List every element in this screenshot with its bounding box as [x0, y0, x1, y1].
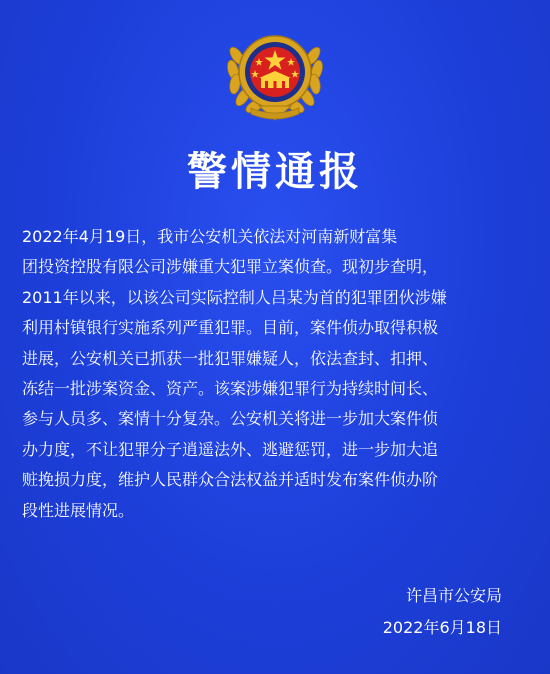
notice-body-line: 进展，公安机关已抓获一批犯罪嫌疑人，依法查封、扣押、: [22, 348, 439, 368]
notice-body-line: 参与人员多、案情十分复杂。公安机关将进一步加大案件侦: [22, 409, 439, 429]
issue-date: 2022年6月18日: [382, 618, 502, 637]
notice-title: 警情通报: [187, 149, 363, 195]
notice-body-line: 段性进展情况。: [22, 500, 135, 520]
notice-body-line: 赃挽损力度，维护人民群众合法权益并适时发布案件侦办阶: [22, 470, 439, 490]
notice-body: [22, 222, 528, 526]
notice-body-line: 2011年以来，以该公司实际控制人吕某为首的犯罪团伙涉嫌: [22, 287, 447, 307]
notice-body-line: 团投资控股有限公司涉嫌重大犯罪立案侦查。现初步查明，: [22, 257, 439, 277]
notice-body-line: 2022年4月19日，我市公安机关依法对河南新财富集: [22, 227, 398, 246]
notice-body-line: 办力度，不让犯罪分子逍遥法外、逃避惩罚，进一步加大追: [22, 439, 439, 459]
notice-body-line: 冻结一批涉案资金、资产。该案涉嫌犯罪行为持续时间长、: [22, 378, 439, 398]
notice-body-line: 利用村镇银行实施系列严重犯罪。目前，案件侦办取得积极: [22, 318, 439, 338]
police-emblem-icon: [215, 18, 335, 130]
issuer-name: 许昌市公安局: [405, 586, 502, 605]
notice-signature: [262, 580, 502, 644]
